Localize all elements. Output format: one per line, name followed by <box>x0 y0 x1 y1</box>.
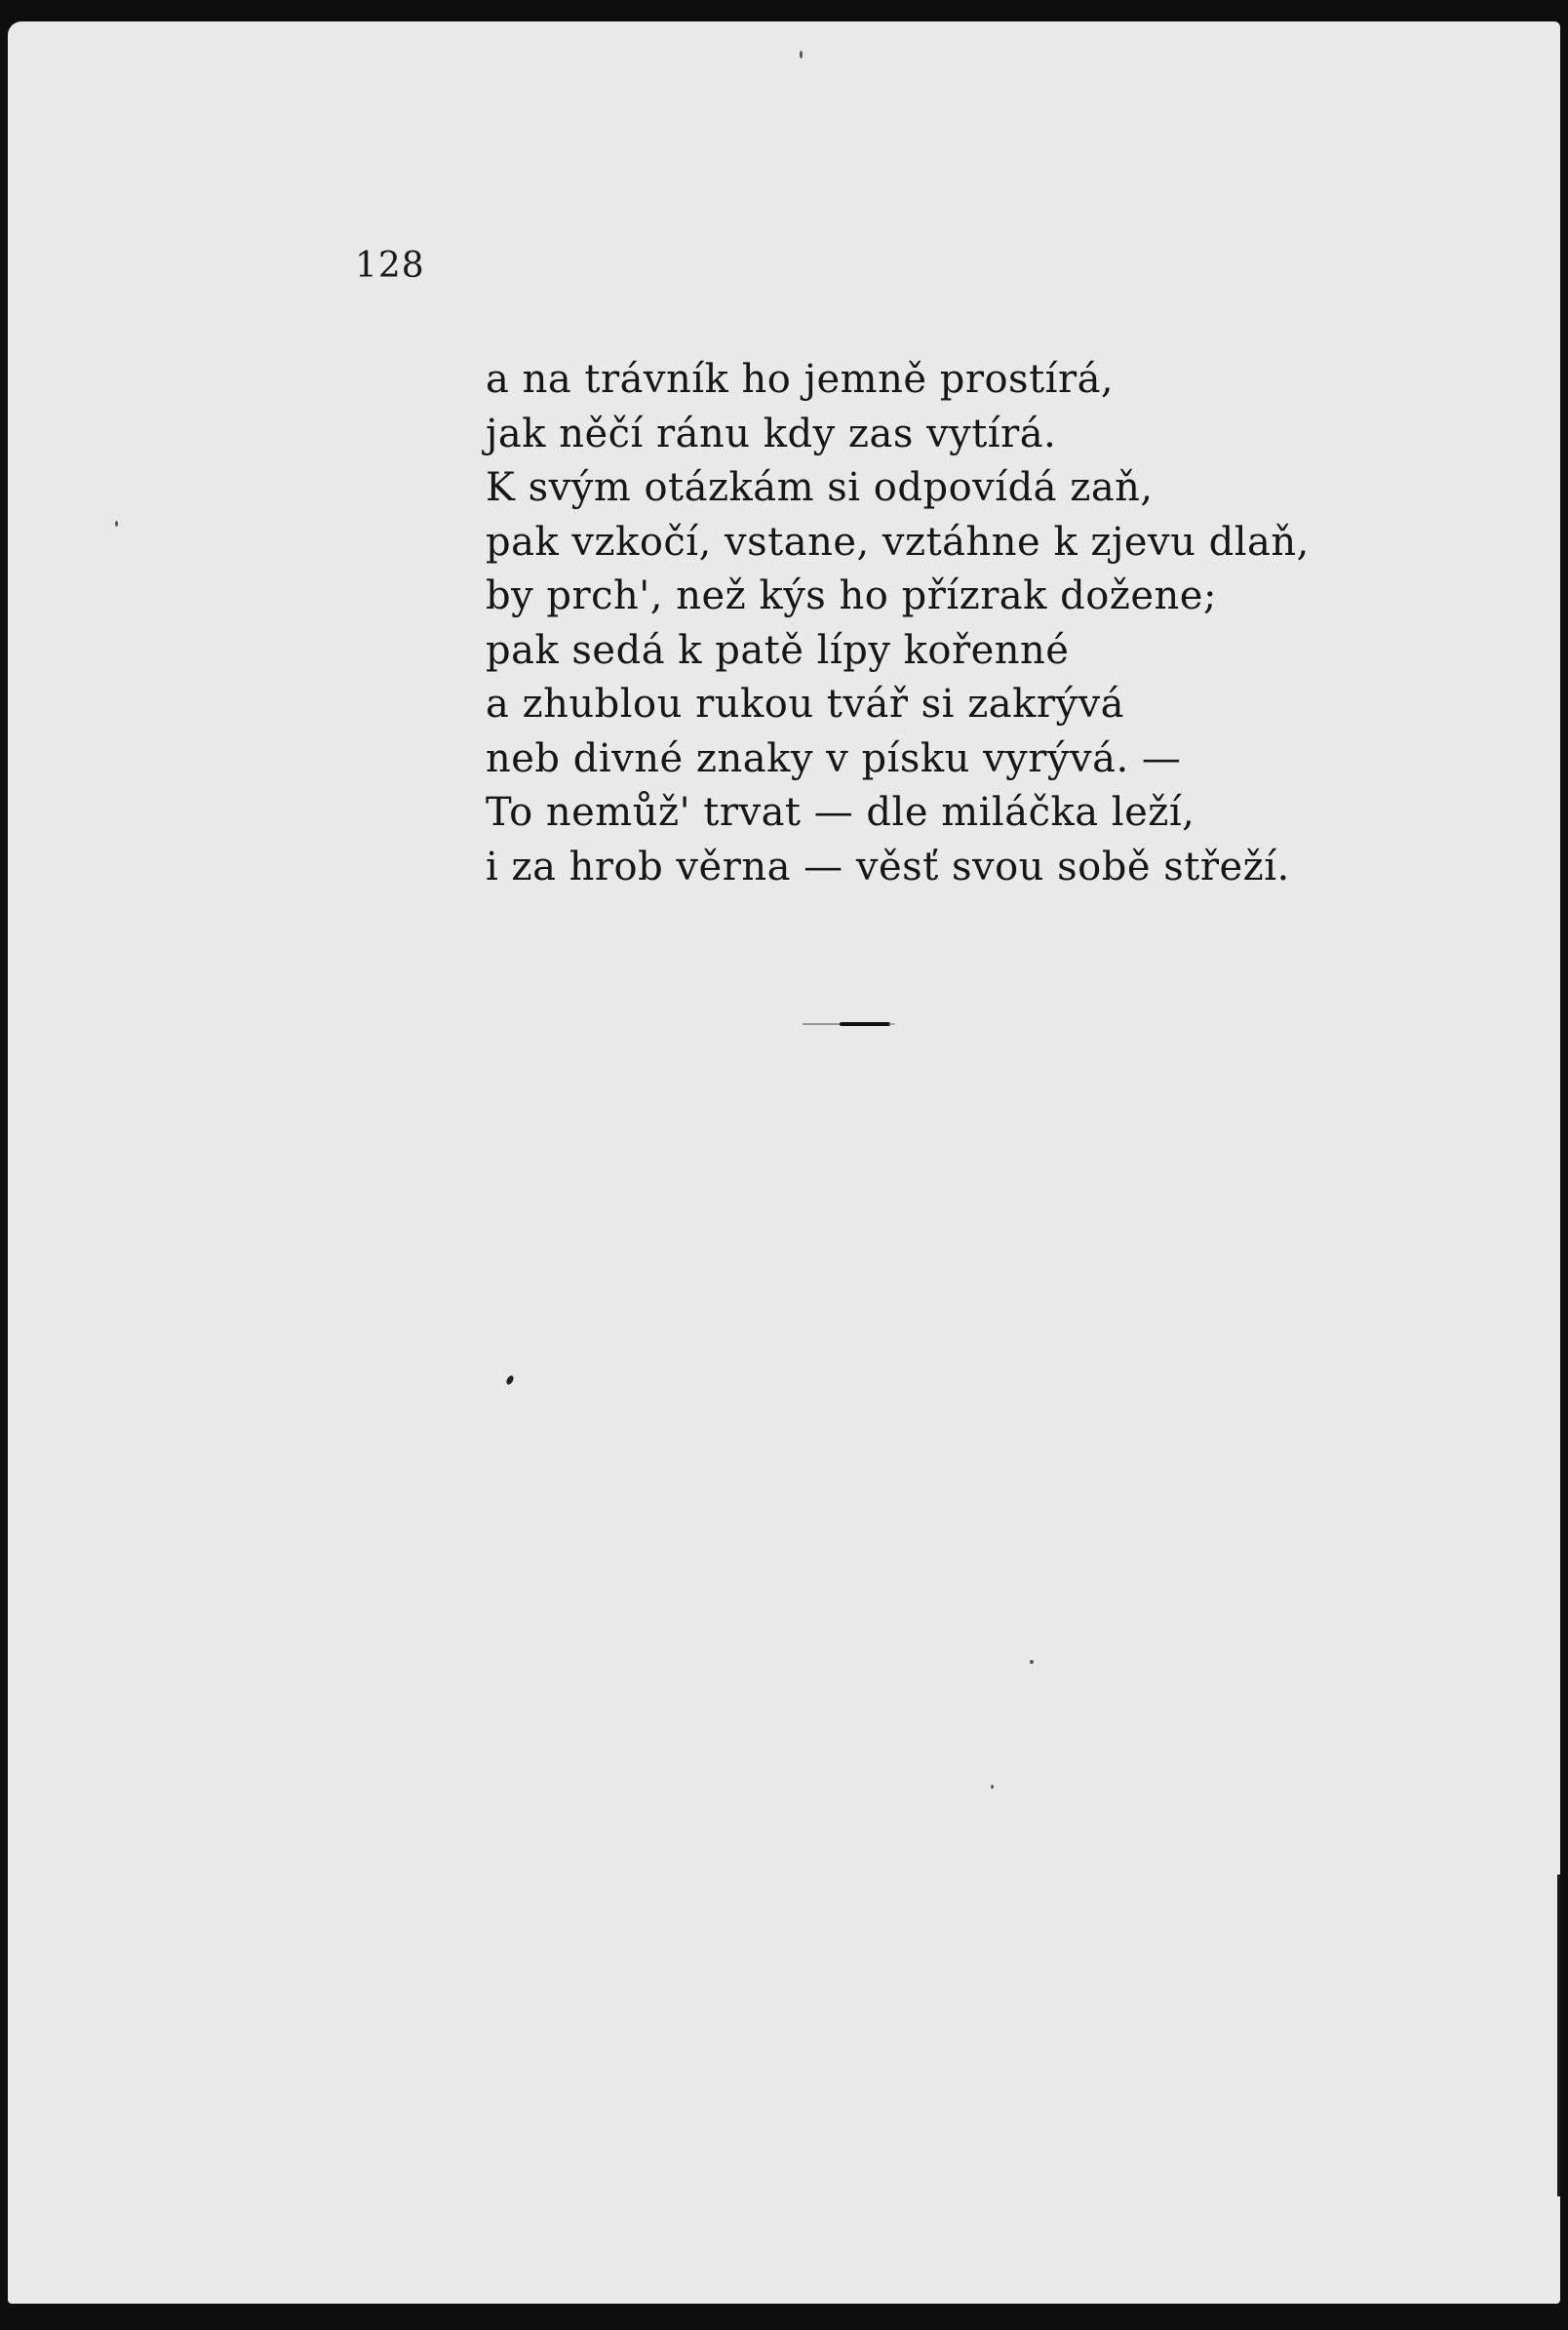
print-speck <box>800 51 803 59</box>
poem-line: pak vzkočí, vstane, vztáhne k zjevu dlaň, <box>486 519 1310 565</box>
poem-line: neb divné znaky v písku vyrývá. — <box>486 735 1182 781</box>
poem-line: by prch', než kýs ho přízrak dožene; <box>486 573 1217 618</box>
section-end-ornament <box>803 1019 895 1029</box>
poem-line: pak sedá k patě lípy kořenné <box>486 627 1070 673</box>
page-number: 128 <box>355 246 425 286</box>
poem-line: i za hrob věrna — věsť svou sobě střeží. <box>486 844 1290 889</box>
poem-line: a na trávník ho jemně prostírá, <box>486 357 1115 402</box>
print-speck <box>115 521 118 527</box>
print-speck <box>1030 1660 1034 1664</box>
page-edge-shadow <box>1557 1875 1560 2196</box>
book-page <box>8 21 1560 2304</box>
poem-text <box>486 353 1310 894</box>
poem-line: jak něčí ránu kdy zas vytírá. <box>486 411 1057 456</box>
poem-line: To nemůž' trvat — dle miláčka leží, <box>486 790 1196 835</box>
print-speck <box>505 1374 515 1386</box>
print-speck <box>991 1785 994 1789</box>
poem-line: a zhublou rukou tvář si zakrývá <box>486 682 1125 727</box>
poem-line: K svým otázkám si odpovídá zaň, <box>486 465 1154 510</box>
